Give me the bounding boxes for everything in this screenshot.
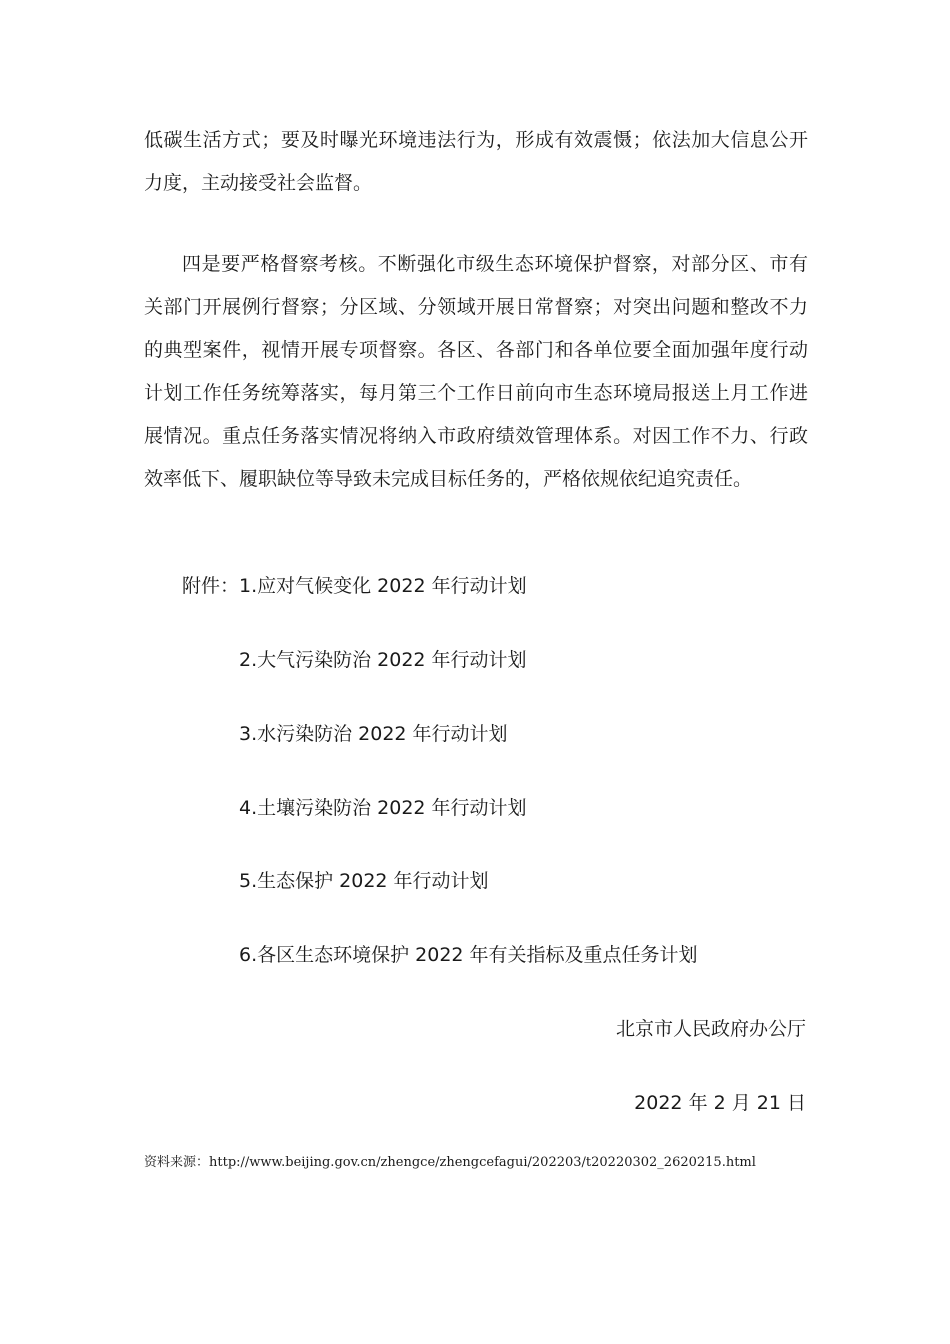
attachment-item-text: 1.应对气候变化 2022 年行动计划 [239, 575, 527, 597]
attachment-item-6: 6.各区生态环境保护 2022 年有关指标及重点任务计划 [239, 944, 698, 966]
attachment-item-4: 4.土壤污染防治 2022 年行动计划 [239, 797, 527, 819]
issue-date: 2022 年 2 月 21 日 [634, 1092, 806, 1114]
attachment-item-3: 3.水污染防治 2022 年行动计划 [239, 723, 508, 745]
paragraph-inspection-assessment: 四是要严格督察考核。不断强化市级生态环境保护督察，对部分区、市有关部门开展例行督察；分区域、分领域开展日常督察；对突出问题和整改不力的典型案件，视情开展专项督察。各区、各部门和各单位要全面加强年度行动计划工作任务统筹落实，每月第三个工作日前向市生态环境局报送上月工作进展情况。重点任务落实情况将纳入市政府绩效管理体系。对因工作不力、行政效率低下、履职缺位等导致未完成目标任务的，严格依规依纪追究责任。 [144, 253, 808, 490]
source-reference: 资料来源：http://www.beijing.gov.cn/zhengce/zhengcefagui/202203/t20220302_2620215.html [144, 1155, 756, 1170]
attachment-label: 附件： [182, 575, 240, 597]
paragraph-public-supervision: 低碳生活方式；要及时曝光环境违法行为，形成有效震慑；依法加大信息公开力度，主动接受社会监督。 [144, 129, 808, 194]
attachment-item-5: 5.生态保护 2022 年行动计划 [239, 870, 489, 892]
attachment-item-1 [182, 572, 527, 600]
attachment-item-2: 2.大气污染防治 2022 年行动计划 [239, 649, 527, 671]
issuer-signature: 北京市人民政府办公厅 [615, 1018, 806, 1040]
